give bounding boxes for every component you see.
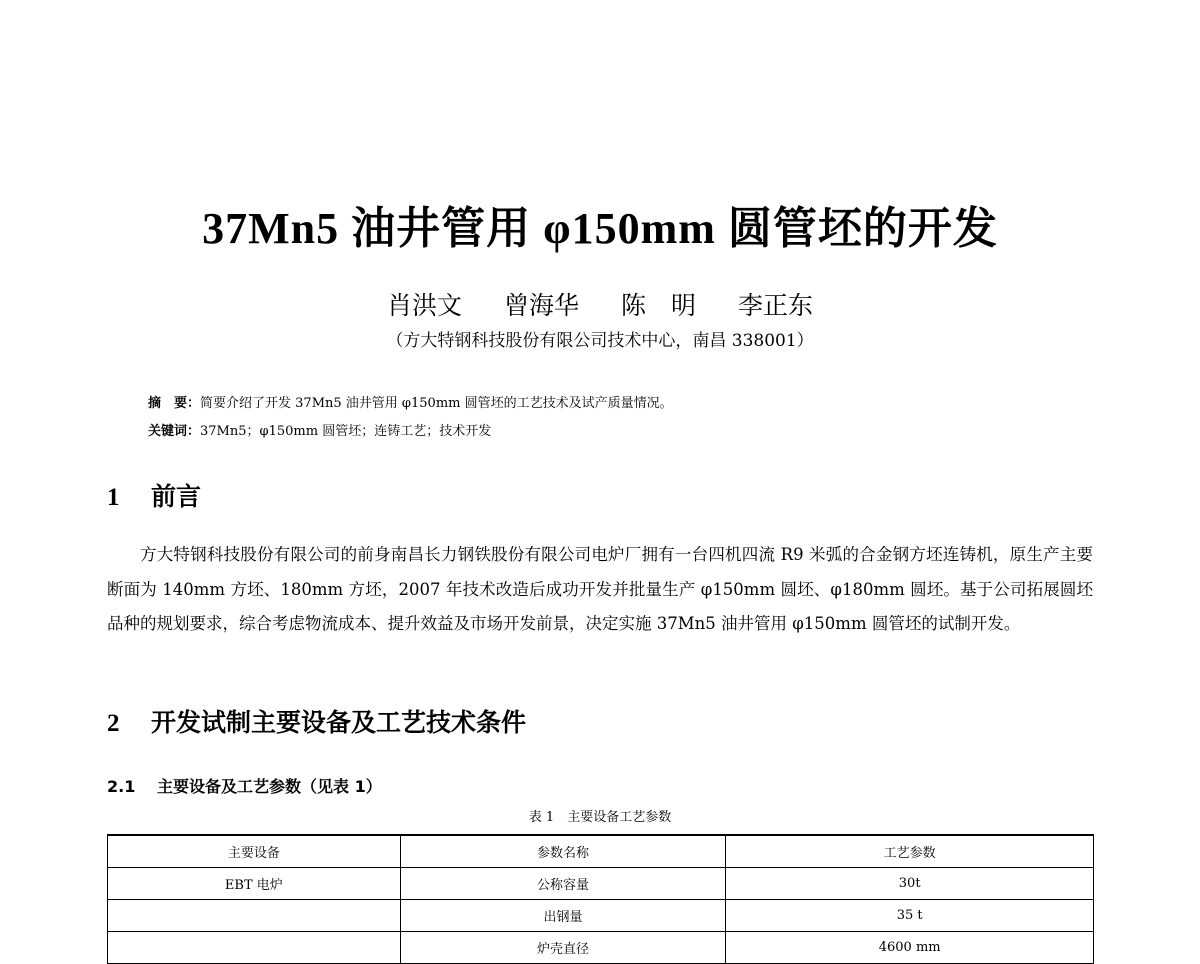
author-name: 曾海华 xyxy=(504,291,580,320)
table-cell xyxy=(108,900,401,932)
section-title: 开发试制主要设备及工艺技术条件 xyxy=(151,708,527,737)
subsection-number: 2.1 xyxy=(107,777,136,796)
subsection-heading xyxy=(107,774,382,797)
table-cell: EBT 电炉 xyxy=(108,868,401,900)
table-row xyxy=(108,868,1094,900)
equipment-table xyxy=(107,834,1094,964)
table-cell xyxy=(108,932,401,964)
keywords xyxy=(148,420,491,439)
table-cell: 出钢量 xyxy=(400,900,726,932)
table-caption: 表 1 主要设备工艺参数 xyxy=(528,810,672,825)
section-title: 前言 xyxy=(151,482,202,511)
keywords-text: 37Mn5；φ150mm 圆管坯；连铸工艺；技术开发 xyxy=(200,424,492,439)
table-cell: 炉壳直径 xyxy=(400,932,726,964)
abstract xyxy=(148,392,673,411)
section-number: 2 xyxy=(107,710,120,737)
section-heading xyxy=(107,703,526,739)
table-row xyxy=(108,900,1094,932)
body-paragraph: 方大特钢科技股份有限公司的前身南昌长力钢铁股份有限公司电炉厂拥有一台四机四流 R9 米弧的合金钢方坯连铸机，原生产主要断面为 140mm 方坯、180mm 方坯，2007 年技术改造后成功开发并批量生产 φ150mm 圆坯、φ180mm 圆坯。基于公司拓展圆坯品种的规划要求，综合考虑物流成本、提升效益及市场开发前景，决定实施 37Mn5 油井管用 φ150mm 圆管坯的试制开发。 xyxy=(107,545,1093,633)
paper-title: 37Mn5 油井管用 φ150mm 圆管坯的开发 xyxy=(202,204,998,253)
abstract-label: 摘 要： xyxy=(148,396,201,411)
table-header-cell: 工艺参数 xyxy=(726,835,1094,868)
table-cell: 公称容量 xyxy=(400,868,726,900)
table-cell: 4600 mm xyxy=(726,932,1094,964)
author-name: 陈 明 xyxy=(620,291,696,320)
table-row xyxy=(108,932,1094,964)
table-cell: 35 t xyxy=(726,900,1094,932)
author-list xyxy=(0,286,1200,322)
affiliation: （方大特钢科技股份有限公司技术中心，南昌 338001） xyxy=(386,331,814,351)
table-header-cell: 主要设备 xyxy=(108,835,401,868)
subsection-title: 主要设备及工艺参数（见表 1） xyxy=(157,777,382,796)
table-header-cell: 参数名称 xyxy=(400,835,726,868)
abstract-text: 简要介绍了开发 37Mn5 油井管用 φ150mm 圆管坯的工艺技术及试产质量情况。 xyxy=(200,396,673,411)
author-name: 李正东 xyxy=(737,291,813,320)
keywords-label: 关键词： xyxy=(148,424,201,439)
section-heading xyxy=(107,477,201,513)
table-header-row xyxy=(108,835,1094,868)
table-cell: 30t xyxy=(726,868,1094,900)
author-name: 肖洪文 xyxy=(387,291,463,320)
section-number: 1 xyxy=(107,484,120,511)
